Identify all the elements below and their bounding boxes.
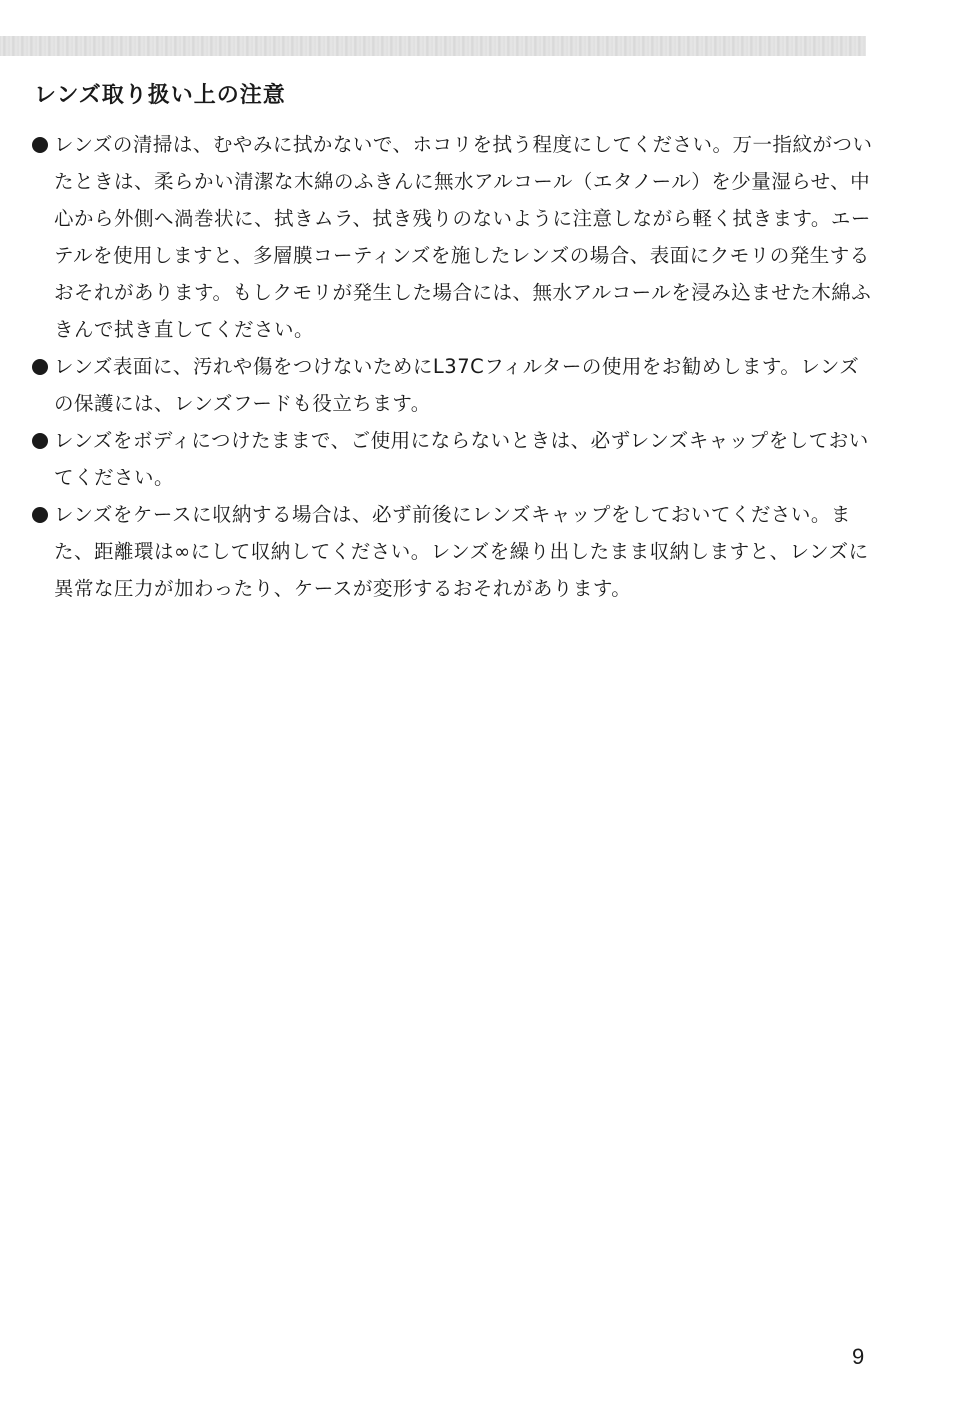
bullet-icon bbox=[32, 359, 48, 375]
caution-item-lens-cap bbox=[30, 422, 876, 496]
bullet-icon bbox=[32, 137, 48, 153]
caution-text: レンズの清掃は、むやみに拭かないで、ホコリを拭う程度にしてください。万一指紋がついたときは、柔らかい清潔な木綿のふきんに無水アルコール（エタノール）を少量湿らせ、中心から外側へ渦巻状に、拭きムラ、拭き残りのないように注意しながら軽く拭きます。エーテルを使用しますと、多層膜コーティンズを施したレンズの場合、表面にクモリの発生するおそれがあります。もしクモリが発生した場合には、無水アルコールを浸み込ませた木綿ふきんで拭き直してください。 bbox=[54, 133, 873, 341]
page-number: 9 bbox=[852, 1344, 865, 1369]
scan-top-band bbox=[0, 36, 866, 56]
section-title: レンズ取り扱い上の注意 bbox=[34, 83, 286, 108]
caution-text: レンズをボディにつけたままで、ご使用にならないときは、必ずレンズキャップをしておいてください。 bbox=[54, 429, 869, 489]
caution-item-filter bbox=[30, 348, 876, 422]
caution-list bbox=[30, 126, 876, 607]
caution-item-cleaning bbox=[30, 126, 876, 348]
caution-text: レンズ表面に、汚れや傷をつけないためにL37Cフィルターの使用をお勧めします。レンズの保護には、レンズフードも役立ちます。 bbox=[54, 355, 860, 415]
caution-text: レンズをケースに収納する場合は、必ず前後にレンズキャップをしておいてください。また、距離環は∞にして収納してください。レンズを繰り出したまま収納しますと、レンズに異常な圧力が加わったり、ケースが変形するおそれがあります。 bbox=[54, 503, 869, 600]
bullet-icon bbox=[32, 507, 48, 523]
bullet-icon bbox=[32, 433, 48, 449]
caution-item-storage bbox=[30, 496, 876, 607]
